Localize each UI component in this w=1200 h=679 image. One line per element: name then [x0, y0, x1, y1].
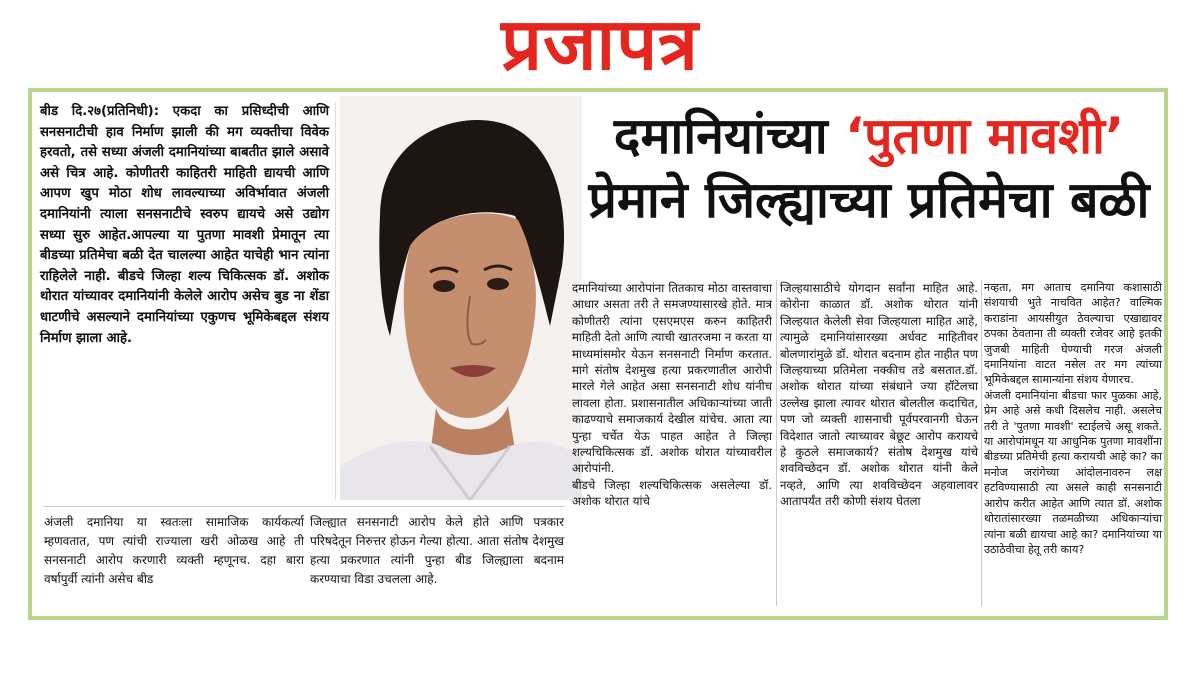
masthead	[0, 0, 1200, 88]
column-divider	[981, 280, 982, 606]
intro-column	[40, 102, 336, 500]
newspaper-title: प्रजापत्र	[501, 2, 699, 86]
bottom-column-2	[304, 506, 564, 589]
article-frame	[28, 88, 1168, 620]
column-1-paragraph-1: दमानियांच्या आरोपांना तितकाच मोठा वास्तवाचा आधार असता तरी ते समजण्यासारखे होते. मात्र कोणीतरी त्यांना एसएमएस करुन काहितरी माहिती देतो आणि त्याची खातरजमा न करता या माध्यमांसमोर येऊन सनसनाटी निर्माण करतात. मागे संतोष देशमुख हत्या प्रकरणातील आरोपी मारले गेले आहेत असा सनसनाटी शोध यांनीच लावला होता. प्रशासनातील अधिकाऱ्यांच्या जाती काढण्याचे समाजकार्य देखील यांचेच. आता त्या पुन्हा चर्चेत येऊ पाहत आहेत ते जिल्हा शल्यचिकित्सक डॉ. अशोक थोरात यांच्यावरील आरोपांनी.	[572, 281, 772, 476]
column-3-paragraph-2: अंजली दमानियांना बीडचा फार पुळका आहे, प्रेम आहे असे कधी दिसलेच नाही. असलेच तरी ते 'पुतणा मावशी' स्टाईलचे असू शकते. या आरोपांमधून या आधुनिक पुतणा मावशींना बीडच्या प्रतिमेची हत्या करायची आहे का? का मनोज जरांगेच्या आंदोलनावरुन लक्ष हटविण्यासाठी त्या असले काही सनसनाटी आरोप करीत आहेत आणि त्यात डॉ. अशोक थोरातांसारख्या तळमळीच्या अधिकाऱ्यांचा त्यांना बळी द्यायचा आहे का? दमानियांच्या या उठाठेवीचा हेतू तरी काय?	[984, 388, 1162, 556]
headline-prefix: दमानियांच्या	[613, 107, 846, 165]
body-column-2	[780, 280, 978, 606]
body-column-3	[984, 280, 1162, 606]
bottom-column-1	[44, 506, 304, 589]
column-1-paragraph-2: बीडचे जिल्हा शल्यचिकित्सक असलेल्या डॉ. अशोक थोरात यांचे	[572, 477, 772, 509]
intro-paragraph: बीड दि.२७(प्रतिनिधी): एकदा का प्रसिध्दीची आणि सनसनाटीची हाव निर्माण झाली की मग व्यक्तीचा विवेक हरवतो, तसे सध्या अंजली दमानियांच्या बाबतीत झाले असावे असे चित्र आहे. कोणीतरी काहितरी माहिती द्यायची आणि आपण खुप मोठा शोध लावल्याच्या अविर्भावात अंजली दमानियांनी त्याला सनसनाटीचे स्वरुप द्यायचे असे उद्योग सध्या सुरु आहेत.आपल्या या पुतणा मावशी प्रेमातून त्या बीडच्या प्रतिमेचा बळी देत चालल्या आहेत याचेही भान त्यांना राहिलेले नाही. बीडचे जिल्हा शल्य चिकित्सक डॉ. अशोक थोरात यांच्यावर दमानियांनी केलेले आरोप असेच बुड ना शेंडा धाटणीचे असल्याने दमानियांच्या एकुणच भूमिकेबद्दल संशय निर्माण झाला आहे.	[40, 104, 329, 346]
column-2-paragraph-1: जिल्हयासाठीचे योगदान सर्वांना माहित आहे. कोरोना काळात डॉ. अशोक थोरात यांनी जिल्हयात केलेली सेवा जिल्हयाला माहित आहे, त्यामुळे दमानियांसारख्या अर्धवट माहितीवर बोलणारांमुळे डॉ. थोरात बदनाम होत नाहीत पण जिल्हयाच्या प्रतिमेला नक्कीच तडे बसतात.डॉ. अशोक थोरात यांच्या संबंधाने ज्या हॉटेलचा उल्लेख झाला त्यावर थोरात बोलतील कदाचित, पण जो व्यक्ती शासनाची पूर्वपरवानगी घेऊन विदेशात जातो त्याच्यावर बेछूट आरोप करायचे हे कुठले समाजकार्य? संतोष देशमुख यांचे शवविच्छेदन डॉ. अशोक थोरात यांनी केले नव्हते, आणि त्या शवविच्छेदन अहवालावर आतापर्यंत तरी कोणी संशय घेतला	[780, 281, 978, 509]
portrait-photo	[340, 96, 582, 500]
column-3-paragraph-1: नव्हता, मग आताच दमानिया कशासाठी संशयाची भुते नाचवित आहेत? वाल्मिक कराडांना आयसीयुत ठेवल्याचा एखाद्यावर ठपका ठेवताना ती व्यक्ती रजेवर आहे इतकी जुजबी माहिती घेण्याची गरज अंजली दमानियांना वाटत नसेल तर मग त्यांच्या भूमिकेबद्दल सामान्यांना संशय येणारच.	[984, 281, 1162, 387]
headline	[584, 104, 1154, 232]
bottom-right-paragraph: जिल्ह्यात सनसनाटी आरोप केले होते आणि पत्रकार परिषदेतून निरुत्तर होऊन गेल्या होत्या. आता संतोष देशमुख हत्या प्रकरणात त्यांनी पुन्हा बीड जिल्ह्याला बदनाम करण्याचा विडा उचलला आहे.	[310, 515, 564, 586]
body-column-1	[572, 280, 772, 606]
headline-line-1	[584, 104, 1154, 168]
column-divider	[776, 280, 777, 606]
headline-highlight: ‘पुतणा मावशी’	[845, 107, 1125, 165]
headline-line-2: प्रेमाने जिल्ह्याच्या प्रतिमेचा बळी	[588, 171, 1150, 229]
bottom-left-paragraph: अंजली दमानिया या स्वतःला सामाजिक कार्यकर्त्या म्हणवतात, पण त्यांची राज्याला खरी ओळख आहे ती सनसनाटी आरोप करणारी व्यक्ती म्हणूनच. दहा बारा वर्षापुर्वी त्यांनी असेच बीड	[44, 515, 304, 586]
